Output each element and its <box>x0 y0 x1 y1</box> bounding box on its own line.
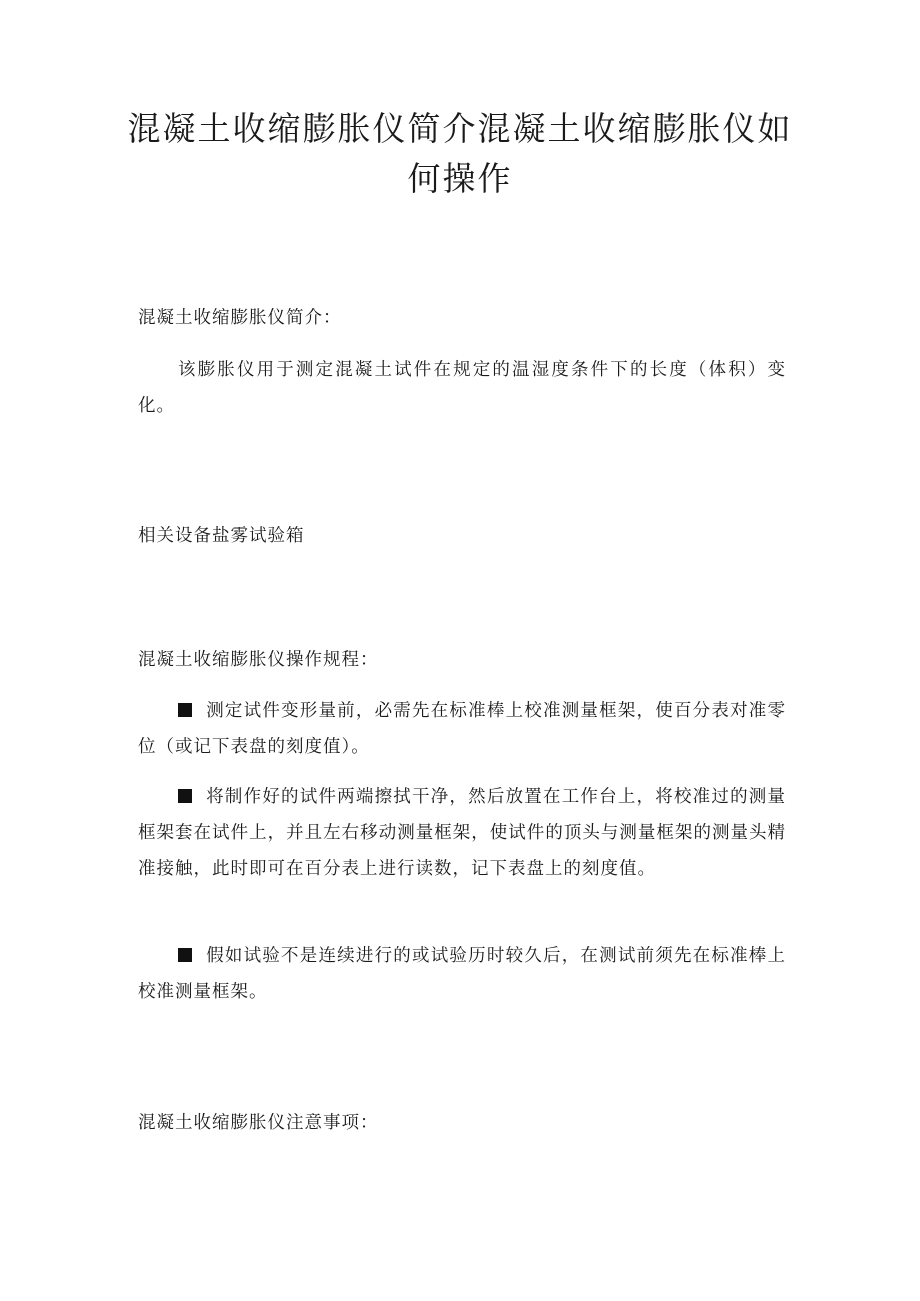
procedure-step-3 <box>138 938 786 1010</box>
square-bullet-icon <box>178 703 192 717</box>
document-title: 混凝土收缩膨胀仪简介混凝土收缩膨胀仪如何操作 <box>127 109 793 198</box>
procedure-step-text: 将制作好的试件两端擦拭干净，然后放置在工作台上，将校准过的测量框架套在试件上，并且左右移动测量框架，使试件的顶头与测量框架的测量头精准接触，此时即可在百分表上进行读数，记下表盘上的刻度值。 <box>138 787 786 879</box>
intro-paragraph: 该膨胀仪用于测定混凝土试件在规定的温湿度条件下的长度（体积）变化。 <box>138 360 786 416</box>
procedure-step-1 <box>138 693 786 765</box>
square-bullet-icon <box>178 948 192 962</box>
intro-heading: 混凝土收缩膨胀仪简介： <box>138 308 342 328</box>
procedure-step-2 <box>138 779 786 887</box>
procedure-step-text: 假如试验不是连续进行的或试验历时较久后，在测试前须先在标准棒上校准测量框架。 <box>138 946 786 1002</box>
square-bullet-icon <box>178 789 192 803</box>
related-equipment-line: 相关设备盐雾试验箱 <box>138 526 305 546</box>
procedure-heading: 混凝土收缩膨胀仪操作规程： <box>138 650 379 670</box>
procedure-step-text: 测定试件变形量前，必需先在标准棒上校准测量框架，使百分表对准零位（或记下表盘的刻度值）。 <box>138 701 786 757</box>
notes-heading: 混凝土收缩膨胀仪注意事项： <box>138 1113 379 1133</box>
